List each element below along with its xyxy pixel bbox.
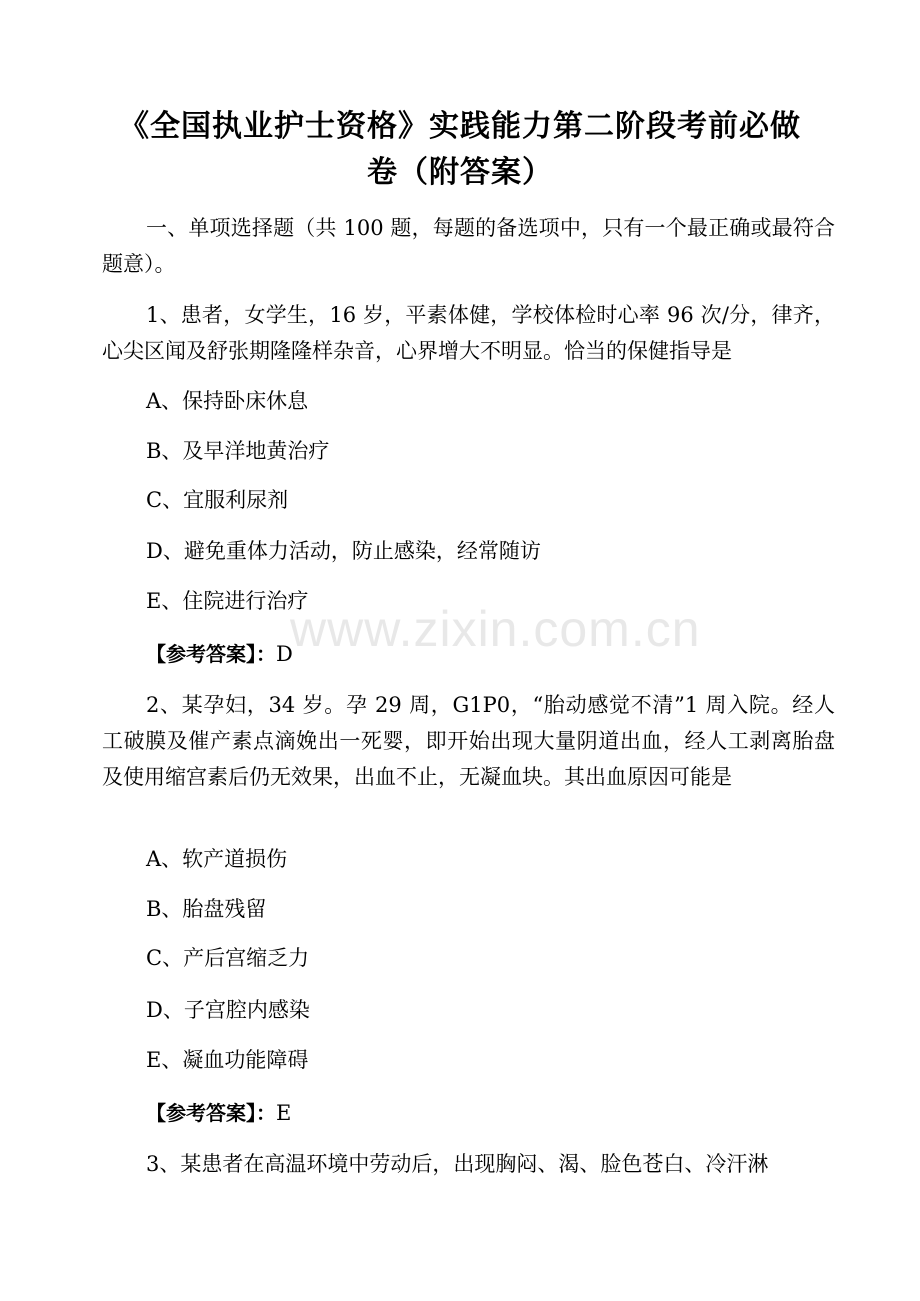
- question-1-option-c: C、宜服利尿剂: [146, 488, 289, 512]
- answer-label: 【参考答案】：: [146, 642, 276, 666]
- answer-value: E: [276, 1101, 292, 1125]
- section-heading: 一、单项选择题（共 100 题，每题的备选项中，只有一个最正确或最符合题意）。: [102, 216, 835, 276]
- question-1-option-a: A、保持卧床休息: [146, 389, 309, 413]
- question-2-option-a: A、软产道损伤: [146, 847, 288, 871]
- question-2-stem: 2、某孕妇，34 岁。孕 29 周，G1P0，“胎动感觉不清”1 周入院。经人工破膜及催产素点滴娩出一死婴，即开始出现大量阴道出血，经人工剥离胎盘及使用缩宫素后仍无效果，出血不止，无凝血块。其出血原因可能是: [102, 693, 835, 789]
- question-2-option-e: E、凝血功能障碍: [146, 1048, 309, 1072]
- question-1-stem: 1、患者，女学生，16 岁，平素体健，学校体检时心率 96 次/分，律齐，心尖区闻及舒张期隆隆样杂音，心界增大不明显。恰当的保健指导是: [102, 303, 835, 363]
- answer-label: 【参考答案】：: [146, 1101, 276, 1125]
- question-1-answer: [146, 636, 293, 673]
- question-1-option-d: D、避免重体力活动，防止感染，经常随访: [146, 539, 541, 563]
- watermark-text: www.zixin.com.cn: [290, 601, 701, 657]
- answer-value: D: [276, 642, 293, 666]
- question-1-option-b: B、及早洋地黄治疗: [146, 439, 330, 463]
- title-line-1: 《全国执业护士资格》实践能力第二阶段考前必做: [119, 109, 801, 144]
- question-2-option-d: D、子宫腔内感染: [146, 998, 310, 1022]
- question-2-option-b: B、胎盘残留: [146, 897, 267, 921]
- document-title: [80, 104, 840, 196]
- question-3-stem: 3、某患者在高温环境中劳动后，出现胸闷、渴、脸色苍白、冷汗淋: [146, 1152, 769, 1176]
- title-line-2: 卷（附答案）: [367, 155, 553, 190]
- question-2-option-c: C、产后宫缩乏力: [146, 946, 310, 970]
- question-1-option-e: E、住院进行治疗: [146, 589, 309, 613]
- question-2-answer: [146, 1095, 291, 1132]
